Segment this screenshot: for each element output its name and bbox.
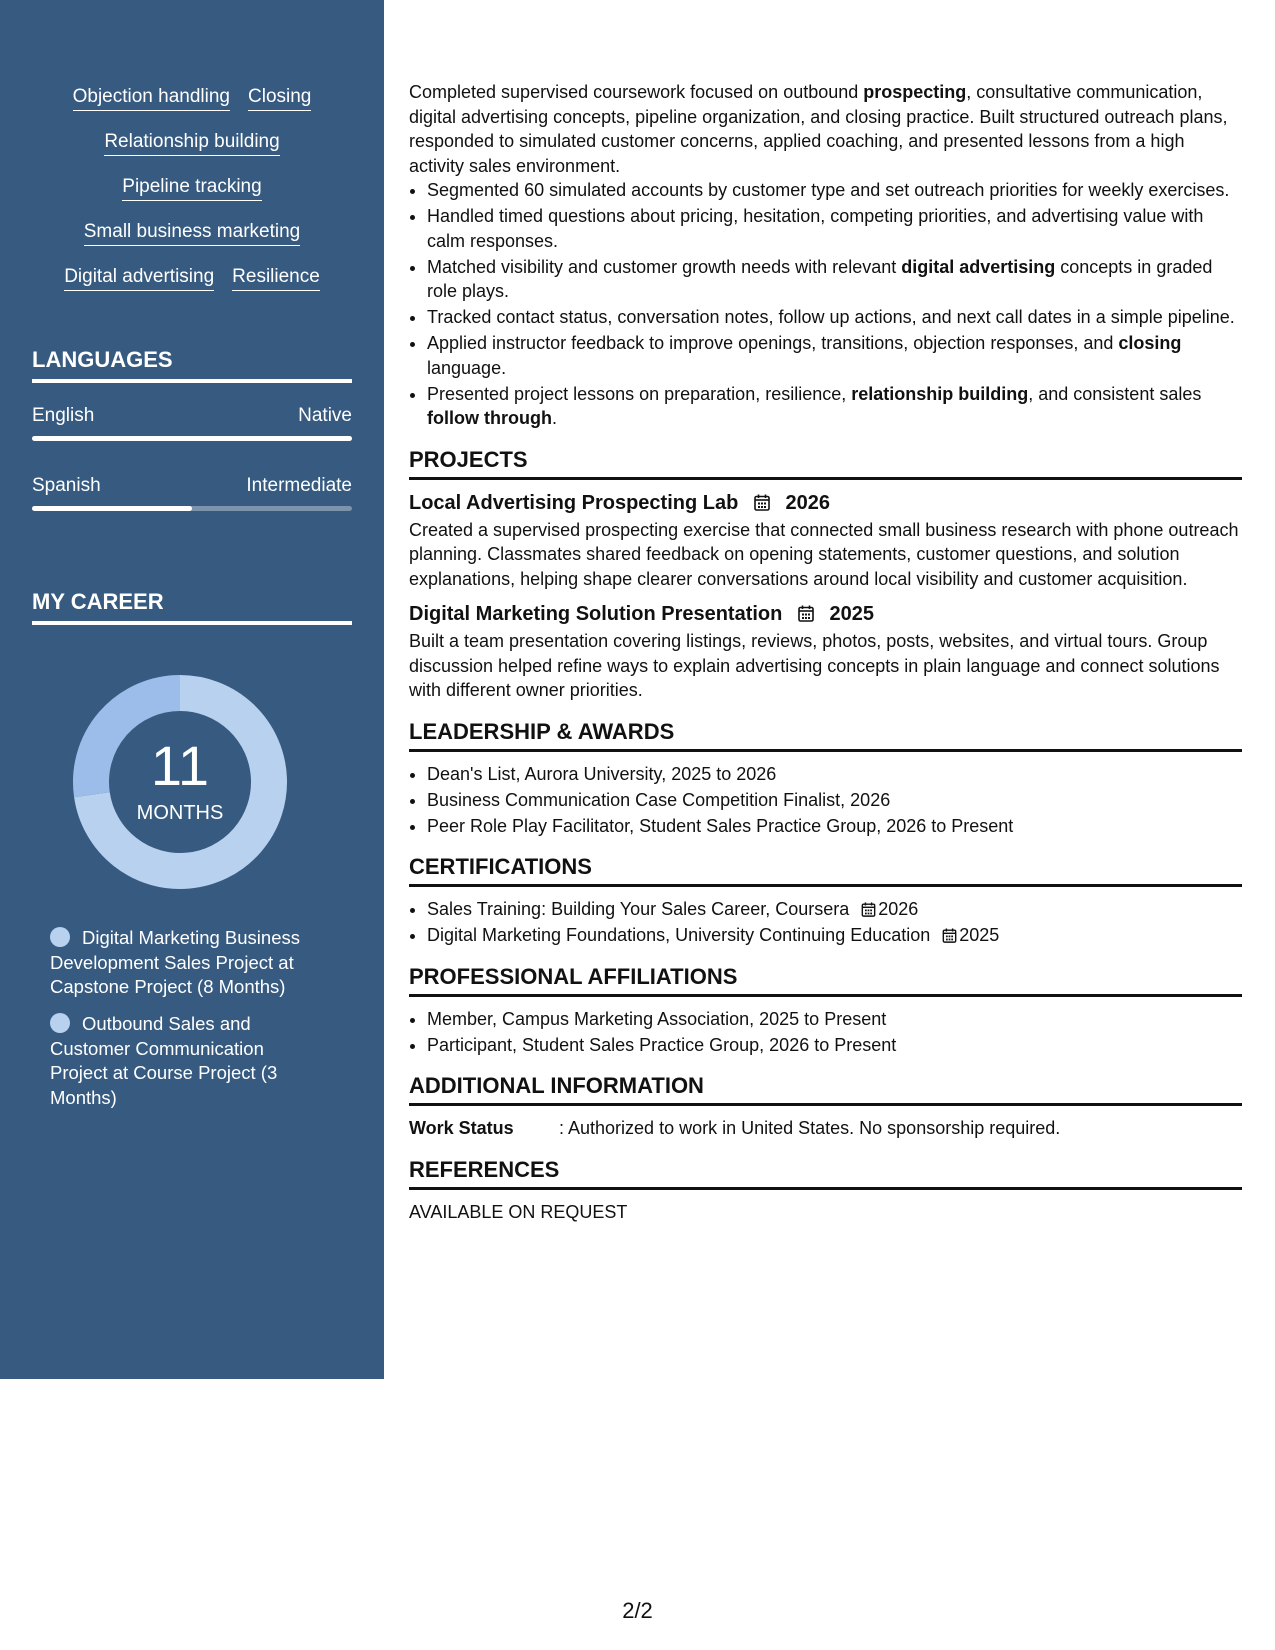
- career-donut-label: [62, 664, 298, 900]
- language-bar-fill: [32, 506, 192, 511]
- work-status-row: [409, 1116, 1242, 1141]
- project-year: 2026: [785, 491, 830, 514]
- list-item: [427, 897, 1242, 922]
- certification-name: Digital Marketing Foundations, University Continuing Education: [427, 925, 931, 945]
- text-run: Completed supervised coursework focused on outbound: [409, 82, 864, 102]
- skill-tag[interactable]: Relationship building: [104, 131, 279, 156]
- project-title: Local Advertising Prospecting Lab: [409, 491, 739, 514]
- skill-row: [32, 221, 352, 266]
- career-legend-dot: [50, 927, 70, 947]
- text-run: Applied instructor feedback to improve openings, transitions, objection responses, and: [427, 333, 1119, 353]
- bold-keyword: relationship building: [851, 383, 1029, 404]
- references-heading: REFERENCES: [409, 1157, 1242, 1190]
- bold-keyword: digital advertising: [901, 256, 1056, 277]
- bullet-item: [427, 331, 1242, 380]
- list-item: • Member, Campus Marketing Association, 2025 to Present: [427, 1007, 1242, 1032]
- skills-list: [32, 86, 352, 311]
- list-item: [427, 923, 1242, 948]
- project-title-row: [409, 490, 1242, 516]
- project-title-row: [409, 601, 1242, 627]
- career-total-months: 11: [150, 734, 210, 797]
- leadership-heading: LEADERSHIP & AWARDS: [409, 719, 1242, 752]
- bullet-item: [427, 255, 1242, 304]
- language-bar: [32, 506, 352, 511]
- text-run: , consultative communication, digital advertising concepts, pipeline organization, and closing practice. Built structured outreach plans, responded to simulated customer concerns, applied coaching, and presented lessons from a high activity sales environment.: [409, 82, 1228, 176]
- language-name: English: [32, 405, 95, 426]
- language-name: Spanish: [32, 475, 101, 496]
- skill-row: [32, 176, 352, 221]
- language-bar-fill: [32, 436, 352, 441]
- skill-tag[interactable]: Pipeline tracking: [122, 176, 261, 201]
- career-item: [50, 926, 320, 1000]
- text-run: .: [551, 408, 557, 428]
- list-item: • Dean's List, Aurora University, 2025 to 2026: [427, 762, 1242, 787]
- leadership-list: [409, 762, 1242, 839]
- summary-bullets: [409, 178, 1242, 431]
- project-description: Created a supervised prospecting exercise that connected small business research with phone outreach planning. Classmates shared feedback on opening statements, customer questions, and solution explanations, helping shape clearer conversations around local visibility and customer acquisition.: [409, 519, 1239, 589]
- certifications-heading: CERTIFICATIONS: [409, 854, 1242, 887]
- bullet-item: [427, 382, 1242, 431]
- text-run: Handled timed questions about pricing, hesitation, competing priorities, and advertising value with calm responses.: [427, 206, 1204, 251]
- list-item: • Business Communication Case Competition Finalist, 2026: [427, 788, 1242, 813]
- text-run: Segmented 60 simulated accounts by customer type and set outreach priorities for weekly exercises.: [427, 180, 1230, 200]
- projects-heading: PROJECTS: [409, 447, 1242, 480]
- certification-name: Sales Training: Building Your Sales Career, Coursera: [427, 899, 850, 919]
- language-spanish: [32, 475, 352, 511]
- list-item: • Participant, Student Sales Practice Group, 2026 to Present: [427, 1033, 1242, 1058]
- skill-tag[interactable]: Resilience: [232, 266, 320, 291]
- project-year: 2025: [829, 603, 874, 625]
- project-description: Built a team presentation covering listings, reviews, photos, posts, websites, and virtual tours. Group discussion helped refine ways to explain advertising concepts in plain language and connect solutions with different owner priorities.: [409, 631, 1220, 700]
- main-content: [409, 80, 1242, 1224]
- work-status-value: : Authorized to work in United States. No sponsorship required.: [559, 1118, 1061, 1138]
- additional-info-heading: ADDITIONAL INFORMATION: [409, 1073, 1242, 1106]
- bullet-item: [427, 178, 1242, 203]
- text-run: language.: [427, 357, 507, 378]
- career-heading: MY CAREER: [32, 589, 352, 625]
- affiliations-list: [409, 1007, 1242, 1058]
- career-unit: MONTHS: [136, 802, 224, 824]
- bold-keyword: closing: [1118, 333, 1182, 353]
- career-item-text: Digital Marketing Business Development Sales Project at Capstone Project (8 Months): [50, 927, 300, 997]
- bullet-item: [427, 204, 1242, 253]
- language-level: Intermediate: [246, 475, 352, 496]
- skill-row: [32, 86, 352, 131]
- language-english: [32, 405, 352, 441]
- list-item: • Peer Role Play Facilitator, Student Sales Practice Group, 2026 to Present: [427, 814, 1242, 839]
- skill-row: [32, 131, 352, 176]
- bullet-item: [427, 305, 1242, 330]
- text-run: Matched visibility and customer growth needs with relevant: [427, 256, 902, 277]
- calendar-icon: [754, 494, 770, 511]
- affiliations-heading: PROFESSIONAL AFFILIATIONS: [409, 964, 1242, 997]
- text-run: Presented project lessons on preparation, resilience,: [427, 383, 852, 404]
- summary-paragraph: [409, 80, 1242, 178]
- calendar-icon: [798, 605, 814, 622]
- page-number: 2/2: [622, 1598, 653, 1623]
- references-text: AVAILABLE ON REQUEST: [409, 1201, 628, 1222]
- skill-tag[interactable]: Objection handling: [73, 86, 230, 111]
- calendar-icon: [861, 902, 876, 917]
- career-item: [50, 1012, 320, 1110]
- project-item: [409, 601, 1242, 703]
- text-run: Tracked contact status, conversation notes, follow up actions, and next call dates in a simple pipeline.: [427, 307, 1235, 327]
- languages-heading: LANGUAGES: [32, 347, 352, 383]
- certifications-list: [409, 897, 1242, 948]
- certification-year: 2025: [959, 925, 1000, 945]
- bold-keyword: prospecting: [863, 82, 967, 102]
- career-legend-dot: [50, 1013, 70, 1033]
- skill-row: [32, 266, 352, 311]
- language-level: Native: [298, 405, 352, 426]
- sidebar: [0, 0, 384, 1379]
- text-run: , and consistent sales: [1028, 383, 1202, 404]
- career-item-text: Outbound Sales and Customer Communication Project at Course Project (3 Months): [50, 1013, 278, 1108]
- skill-tag[interactable]: Small business marketing: [84, 221, 300, 246]
- certification-year: 2026: [878, 899, 919, 919]
- language-bar: [32, 436, 352, 441]
- calendar-icon: [942, 928, 957, 943]
- project-title: Digital Marketing Solution Presentation: [409, 603, 783, 625]
- bold-keyword: follow through: [427, 408, 552, 428]
- text-run: concepts in graded role plays.: [427, 256, 1213, 301]
- skill-tag[interactable]: Digital advertising: [64, 266, 214, 291]
- work-status-label: Work Status: [409, 1118, 514, 1138]
- skill-tag[interactable]: Closing: [248, 86, 311, 111]
- project-item: [409, 490, 1242, 592]
